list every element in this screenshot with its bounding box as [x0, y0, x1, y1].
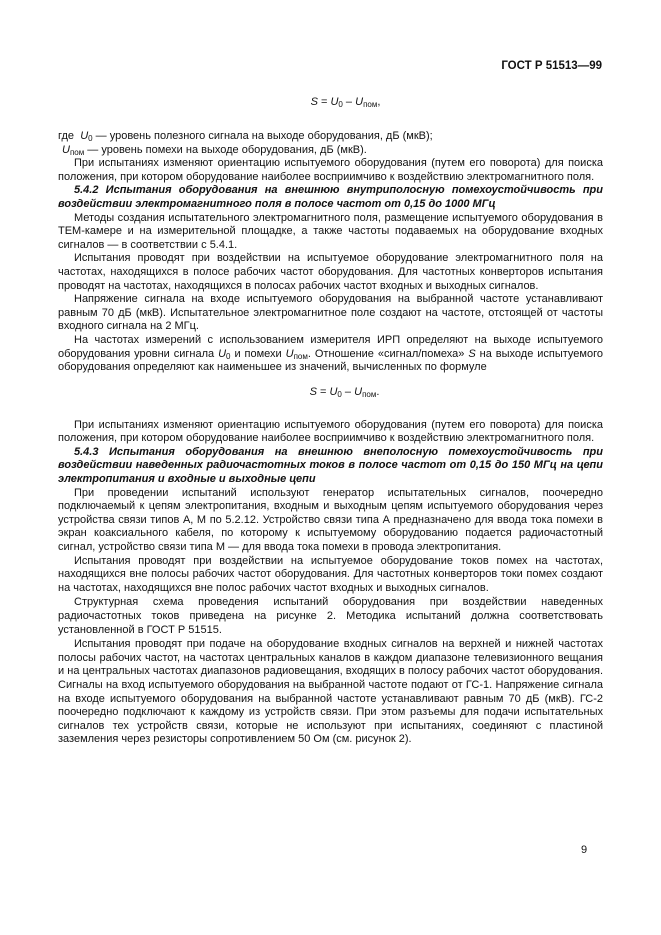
paragraph: Испытания проводят при воздействии на испытуемое оборудование токов помех на частотах, находящихся вне полосы рабочих частот оборудования. Для частотных конверторов токи помех создают на частотах, находящихся вне полос рабочих частот входных и выходных сигналов. [58, 554, 603, 594]
formula-tail: , [377, 96, 381, 108]
formula-u0: U [330, 96, 339, 108]
paragraph: При проведении испытаний используют генератор испытательных сигналов, поочередно подключаемый к цепям электропитания, входным и выходным цепям испытуемого оборудования через устройства связи типов А, М по 5.2.12. Устройство связи типа А предназначено для ввода тока помехи в экран коаксиального кабеля, по которому к испытуемому оборудованию подается радиочастотный сигнал, устройство связи типа М — для ввода тока помехи в провода электропитания. [58, 486, 603, 554]
formula-snr [58, 94, 603, 130]
formula-u0-sub: 0 [338, 100, 343, 109]
formula-lhs: S [310, 96, 318, 108]
formula-minus: – [342, 96, 356, 108]
formula-u0-sub: 0 [337, 389, 342, 399]
formula-eq: = [316, 385, 330, 398]
text-run: . Отношение «сигнал/помеха» [307, 347, 469, 360]
formula-up: U [354, 385, 363, 398]
section-heading-5-4-3 [58, 446, 603, 487]
formula-up: U [355, 96, 364, 108]
section-heading-5-4-2 [58, 184, 603, 211]
paragraph: Напряжение сигнала на входе испытуемого оборудования на выбранной частоте устанавливают равным 70 дБ (мкВ). Испытательное электромагнитное поле создают на частоте, отстоящей от частоты входного сигнала на 2 МГц. [58, 293, 603, 333]
section-title: Испытания оборудования на внешнюю внутриполосную помехоустойчивость при воздействии электромагнитного поля в полосе частот от 0,15 до 1000 МГц [58, 184, 603, 210]
text-run: на выходе испытуемого оборудования определяют как наименьшее из значений, вычисленных по формуле [58, 347, 603, 374]
formula-up-sub: пом [363, 100, 378, 109]
paragraph-measurement [58, 334, 603, 375]
paragraph: Испытания проводят при воздействии на испытуемое оборудование электромагнитного поля на частотах, находящихся в полосе рабочих частот оборудования. Для частотных конверторов испытания проводят на частотах, находящихся в полосах рабочих частот входных и выходных сигналов. [58, 252, 603, 292]
formula-tail: . [376, 385, 380, 398]
page-body [58, 90, 603, 747]
paragraph: Структурная схема проведения испытаний оборудования при воздействии наведенных радиочастотных токов приведена на рисунке 2. Методика испытаний должна соответствовать установленной в ГОСТ Р 51515. [58, 596, 603, 636]
inline-u0-sub: 0 [226, 351, 231, 361]
paragraph: Методы создания испытательного электромагнитного поля, размещение испытуемого оборудования в ТЕМ-камере и на измерительной площадке, а также частоты подаваемых на оборудование входных сигналов — в соответствии с 5.4.1. [58, 211, 603, 251]
text-run: На частотах измерений с использованием измерителя ИРП определяют на выходе испытуемого оборудования уровни сигнала [58, 333, 603, 360]
paragraph: При испытаниях изменяют ориентацию испытуемого оборудования (путем его поворота) для поиска положения, при котором оборудование наиболее восприимчиво к воздействию электромагнитного поля. [58, 418, 603, 445]
formula-minus: – [341, 385, 355, 398]
formula-up-sub: пом [362, 389, 377, 399]
definition-upom [58, 144, 603, 158]
definition-upom-text: — уровень помехи на выходе оборудования, дБ (мкВ). [84, 143, 367, 156]
definition-upom-var: U [62, 143, 70, 156]
inline-upom-sub: пом [293, 351, 308, 361]
inline-s: S [468, 347, 476, 360]
definition-u0-var: U [80, 130, 89, 142]
definition-u0-sub: 0 [88, 134, 93, 143]
formula-lhs: S [309, 385, 317, 398]
formula-u0: U [329, 385, 338, 398]
section-number: 5.4.3 [74, 445, 99, 458]
formula-snr-2 [58, 384, 603, 419]
formula-eq: = [317, 96, 331, 108]
definition-u0 [58, 130, 603, 144]
inline-upom: U [285, 347, 294, 360]
section-title: Испытания оборудования на внешнюю внеполосную помехоустойчивость при воздействии наведенных радиочастотных токов в полосе частот от 0,15 до 150 МГц на цепи электропитания и входные и выходные цепи [58, 445, 603, 486]
text-run: и помехи [230, 347, 286, 360]
paragraph: При испытаниях изменяют ориентацию испытуемого оборудования (путем его поворота) для поиска положения, при котором оборудование наиболее восприимчиво к воздействию электромагнитного поля. [58, 157, 603, 183]
standard-header: ГОСТ Р 51513—99 [501, 60, 602, 72]
page-number: 9 [581, 844, 588, 856]
inline-u0: U [218, 347, 227, 360]
paragraph: Испытания проводят при подаче на оборудование входных сигналов на верхней и нижней частотах полосы рабочих частот, на частотах центральных каналов в каждом диапазоне телевизионного вещания и на центральных частотах диапазонов радиовещания, входящих в полосу рабочих частот оборудования. Сигналы на вход испытуемого оборудования на выбранной частоте подают от ГС-1. Напряжение сигнала на входе испытуемого оборудования на выбранной частоте устанавливают равным 70 дБ (мкВ). ГС-2 поочередно подключают к каждому из устройств связи. При этом разъемы для подачи испытательных сигналов тех устройств связи, которые не используют при испытаниях, соединяют с пластиной заземления через резисторы сопротивлением 50 Ом (см. рисунок 2). [58, 638, 603, 746]
section-number: 5.4.2 [74, 184, 99, 197]
definition-upom-sub: пом [69, 147, 85, 157]
definition-u0-text: — уровень полезного сигнала на выходе оборудования, дБ (мкВ); [92, 130, 433, 142]
definition-where: где [58, 130, 75, 142]
